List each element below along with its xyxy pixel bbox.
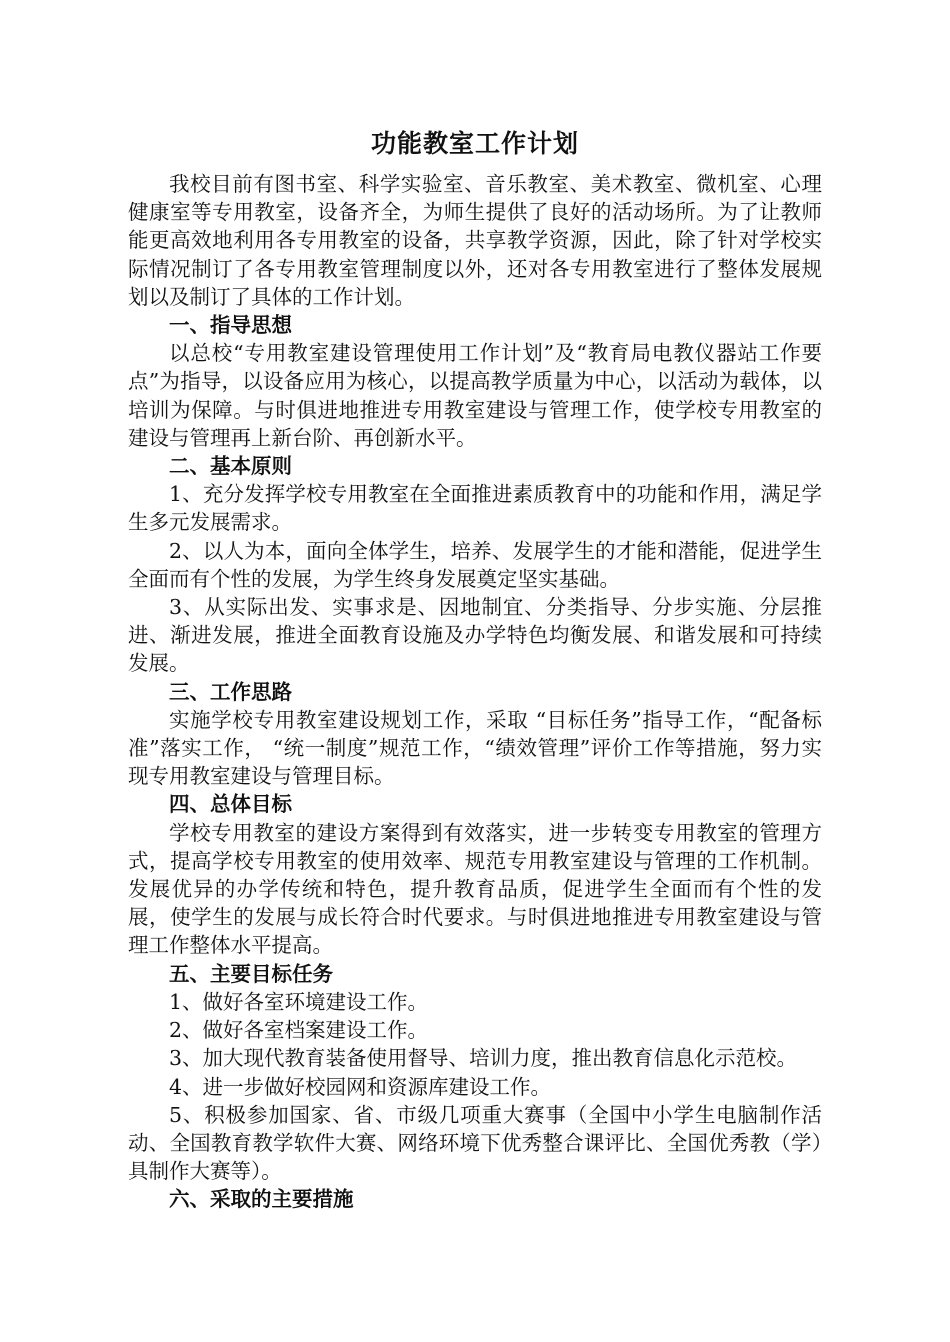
section-heading-basic-principles: 二、基本原则 (169, 454, 292, 479)
list-item: 2、做好各室档案建设工作。 (169, 1018, 429, 1043)
list-item: 1、做好各室环境建设工作。 (169, 989, 429, 1014)
section-paragraph: 3、从实际出发、实事求是、因地制宜、分类指导、分步实施、分层推进、渐进发展，推进全面教育设施及办学特色均衡发展、和谐发展和可持续发展。 (128, 595, 822, 676)
section-heading-work-approach: 三、工作思路 (169, 679, 292, 704)
list-item: 3、加大现代教育装备使用督导、培训力度，推出教育信息化示范校。 (169, 1046, 798, 1071)
section-paragraph: 实施学校专用教室建设规划工作，采取 “目标任务”指导工作，“配备标准”落实工作， “统一制度”规范工作，“绩效管理”评价工作等措施，努力实现专用教室建设与管理目标。 (128, 707, 822, 789)
list-item: 4、进一步做好校园网和资源库建设工作。 (169, 1074, 552, 1099)
section-paragraph: 1、充分发挥学校专用教室在全面推进素质教育中的功能和作用，满足学生多元发展需求。 (128, 482, 822, 535)
document-body (128, 124, 822, 1214)
section-heading-main-measures: 六、采取的主要措施 (169, 1187, 354, 1212)
list-item: 5、积极参加国家、省、市级几项重大赛事（全国中小学生电脑制作活动、全国教育教学软件大赛、网络环境下优秀整合课评比、全国优秀教（学）具制作大赛等）。 (128, 1102, 822, 1184)
section-heading-main-tasks: 五、主要目标任务 (169, 961, 333, 986)
section-paragraph: 以总校“专用教室建设管理使用工作计划”及“教育局电教仪器站工作要点”为指导，以设备应用为核心，以提高教学质量为中心，以活动为载体，以培训为保障。与时俱进地推进专用教室建设与管理工作，使学校专用教室的建设与管理再上新台阶、再创新水平。 (128, 341, 822, 450)
intro-paragraph: 我校目前有图书室、科学实验室、音乐教室、美术教室、微机室、心理健康室等专用教室，设备齐全，为师生提供了良好的活动场所。为了让教师能更高效地利用各专用教室的设备，共享教学资源，因此，除了针对学校实际情况制订了各专用教室管理制度以外，还对各专用教室进行了整体发展规划以及制订了具体的工作计划。 (128, 172, 822, 309)
section-heading-overall-goals: 四、总体目标 (169, 792, 292, 817)
section-paragraph: 2、以人为本，面向全体学生，培养、发展学生的才能和潜能，促进学生全面而有个性的发展，为学生终身发展奠定坚实基础。 (128, 538, 822, 591)
section-heading-guiding-ideology: 一、指导思想 (169, 313, 292, 338)
section-paragraph: 学校专用教室的建设方案得到有效落实，进一步转变专用教室的管理方式，提高学校专用教室的使用效率、规范专用教室建设与管理的工作机制。发展优异的办学传统和特色，提升教育品质，促进学生全面而有个性的发展，使学生的发展与成长符合时代要求。与时俱进地推进专用教室建设与管理工作整体水平提高。 (128, 820, 822, 958)
page-title: 功能教室工作计划 (370, 129, 579, 158)
